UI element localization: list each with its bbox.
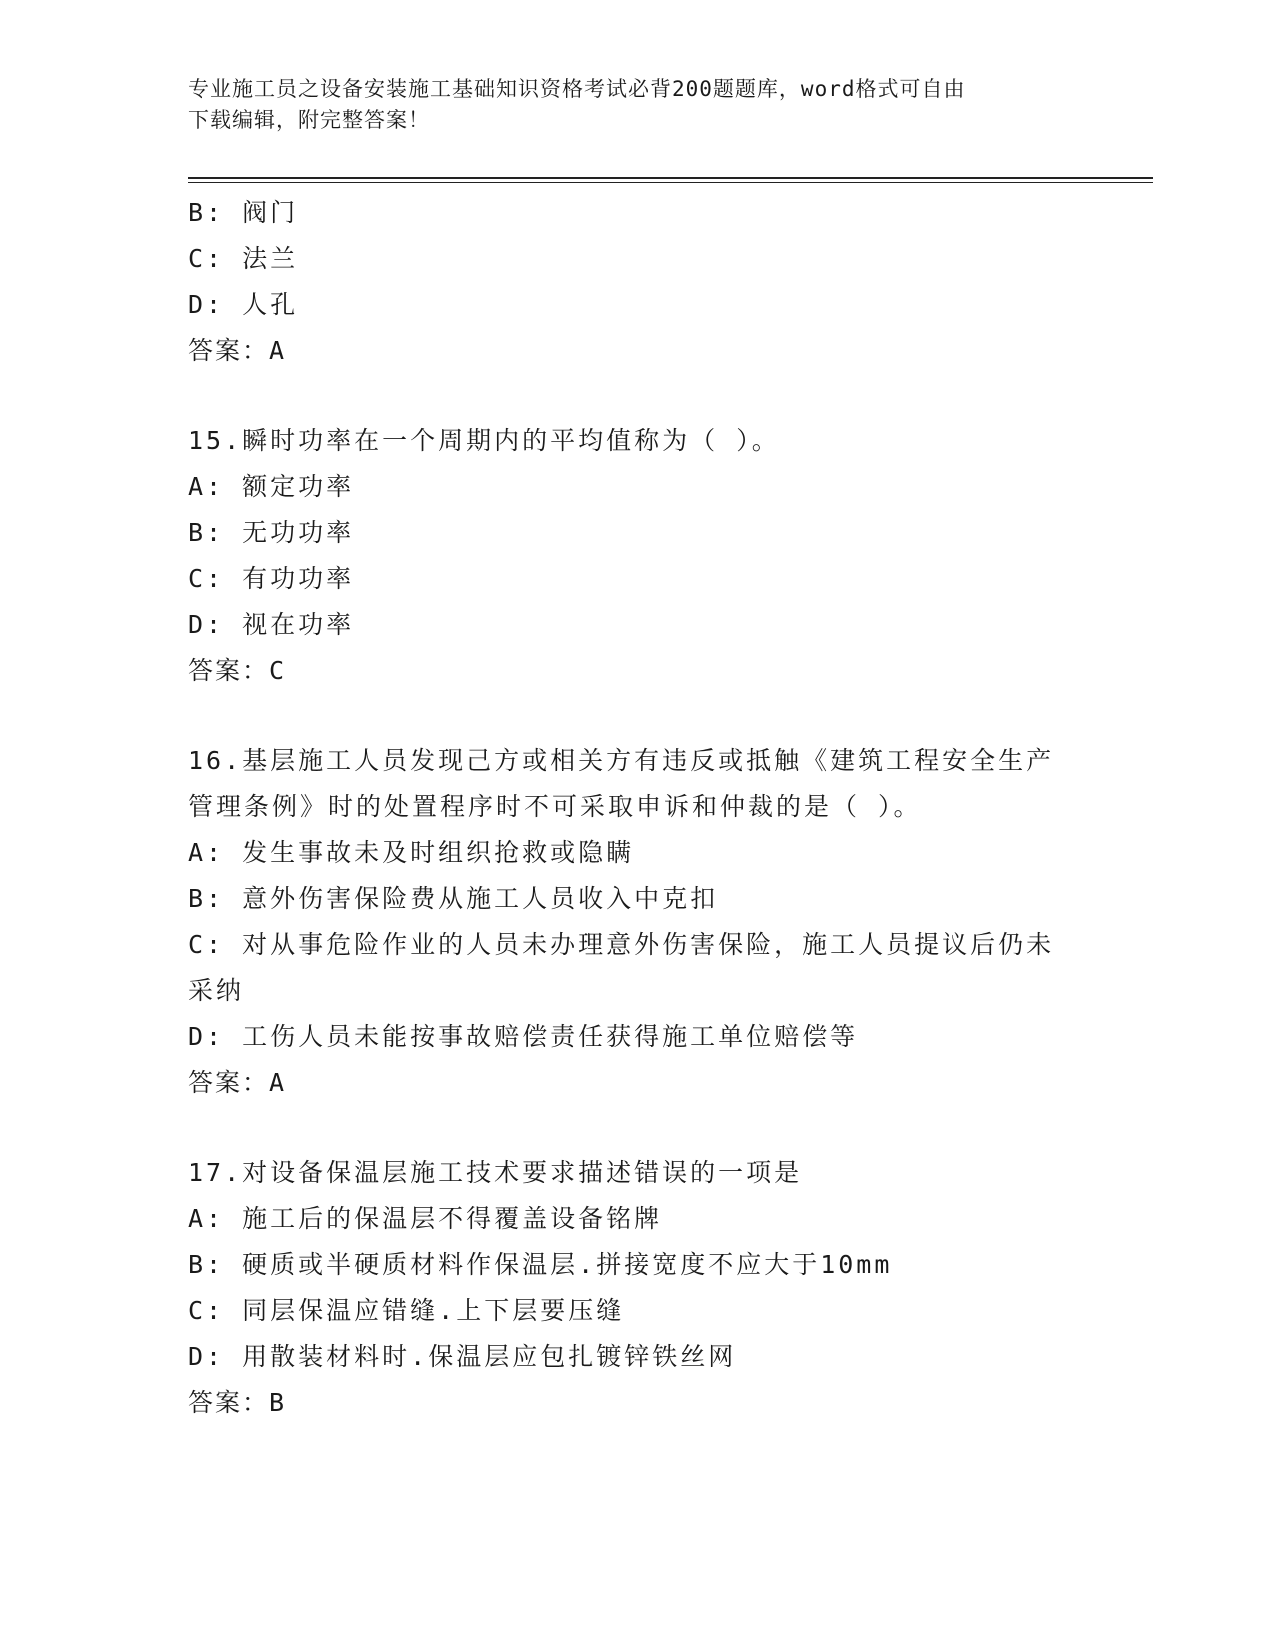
header-line-1: 专业施工员之设备安装施工基础知识资格考试必背200题题库，word格式可自由: [188, 77, 966, 101]
option-b: B: 无功功率: [188, 518, 355, 547]
option-d: D: 人孔: [188, 290, 299, 319]
question-list: [188, 190, 1088, 1426]
option-b: B: 意外伤害保险费从施工人员收入中克扣: [188, 884, 719, 913]
option-d: D: 用散装材料时.保温层应包扎镀锌铁丝网: [188, 1342, 737, 1371]
option-d: D: 视在功率: [188, 610, 355, 639]
question-17: [188, 1150, 1088, 1426]
header-divider-thick: [188, 177, 1153, 179]
answer: 答案：A: [188, 1068, 287, 1097]
option-b: B: 硬质或半硬质材料作保温层.拼接宽度不应大于10mm: [188, 1250, 893, 1279]
option-a: A: 额定功率: [188, 472, 355, 501]
option-c: C: 同层保温应错缝.上下层要压缝: [188, 1296, 625, 1325]
option-c-line-1: C: 对从事危险作业的人员未办理意外伤害保险，施工人员提议后仍未: [188, 930, 1055, 959]
option-c: C: 法兰: [188, 244, 299, 273]
question-15: [188, 418, 1088, 694]
question-stem: 15.瞬时功率在一个周期内的平均值称为（ ）。: [188, 426, 780, 455]
question-stem: 17.对设备保温层施工技术要求描述错误的一项是: [188, 1158, 803, 1187]
document-header: [188, 74, 1078, 136]
option-a: A: 发生事故未及时组织抢救或隐瞒: [188, 838, 635, 867]
option-c-line-2: 采纳: [188, 976, 245, 1005]
option-c: C: 有功功率: [188, 564, 355, 593]
option-b: B: 阀门: [188, 198, 299, 227]
header-divider-thin: [188, 182, 1153, 183]
question-stem-line-1: 16.基层施工人员发现己方或相关方有违反或抵触《建筑工程安全生产: [188, 746, 1055, 775]
option-a: A: 施工后的保温层不得覆盖设备铭牌: [188, 1204, 663, 1233]
question-stem-line-2: 管理条例》时的处置程序时不可采取申诉和仲裁的是（ ）。: [188, 792, 922, 821]
option-d: D: 工伤人员未能按事故赔偿责任获得施工单位赔偿等: [188, 1022, 859, 1051]
question-14-continued: [188, 190, 1088, 374]
answer: 答案：B: [188, 1388, 287, 1417]
answer: 答案：C: [188, 656, 287, 685]
header-line-2: 下载编辑，附完整答案！: [188, 108, 430, 132]
answer: 答案：A: [188, 336, 287, 365]
question-16: [188, 738, 1088, 1106]
